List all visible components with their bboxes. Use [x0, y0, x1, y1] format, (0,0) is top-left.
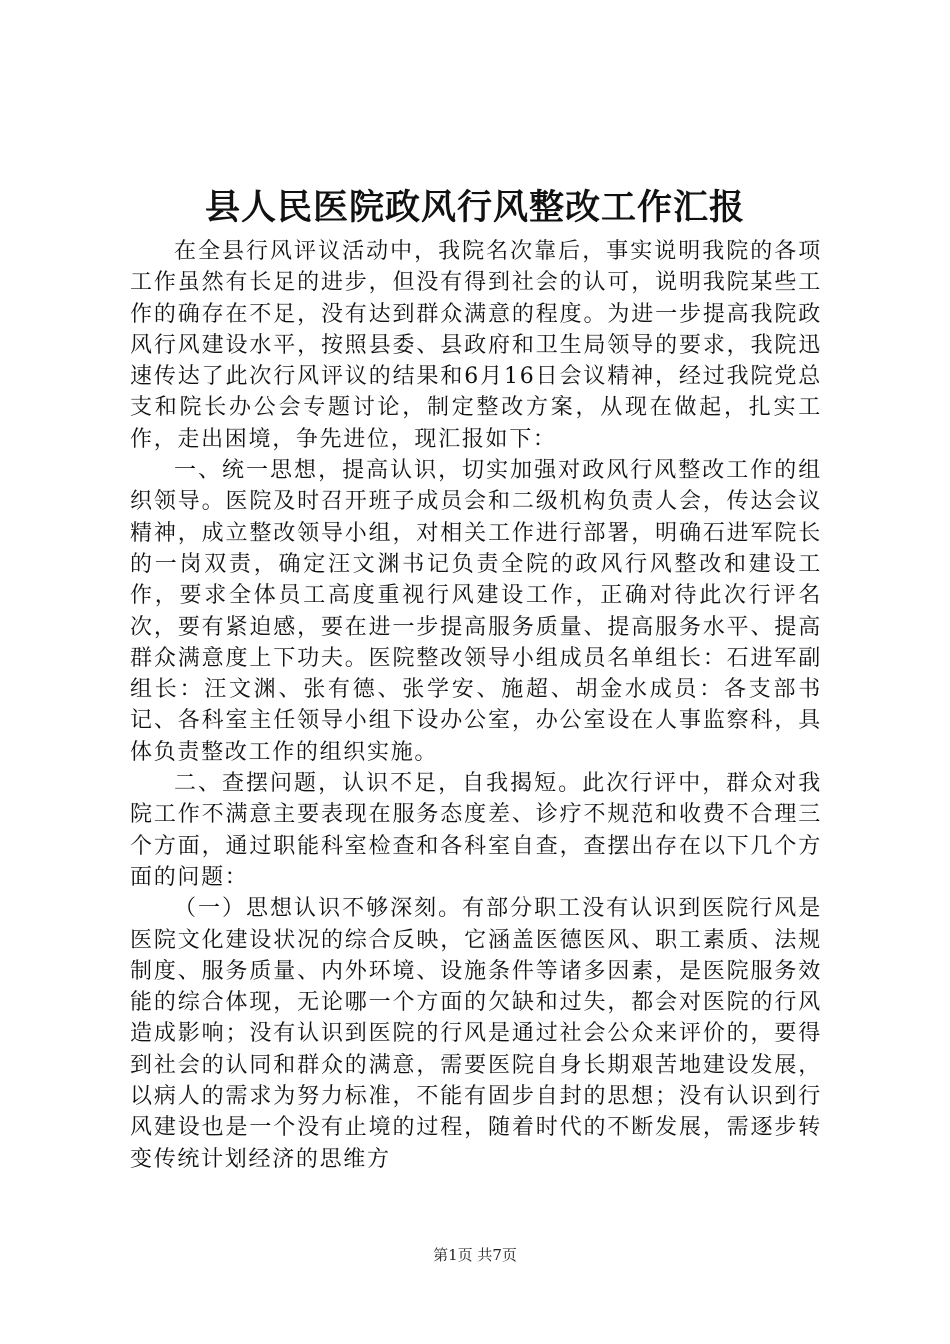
- paragraph-intro: 在全县行风评议活动中，我院名次靠后，事实说明我院的各项工作虽然有长足的进步，但没有得到社会的认可，说明我院某些工作的确存在不足，没有达到群众满意的程度。为进一步提高我院政风行风建设水平，按照县委、县政府和卫生局领导的要求，我院迅速传达了此次行风评议的结果和6月16日会议精神，经过我院党总支和院长办公会专题讨论，制定整改方案，从现在做起，扎实工作，走出困境，争先进位，现汇报如下：: [130, 239, 822, 452]
- paragraph-section-1: 一、统一思想，提高认识，切实加强对政风行风整改工作的组织领导。医院及时召开班子成员会和二级机构负责人会，传达会议精神，成立整改领导小组，对相关工作进行部署，明确石进军院长的一岗双责，确定汪文渊书记负责全院的政风行风整改和建设工作，要求全体员工高度重视行风建设工作，正确对待此次行评名次，要有紧迫感，要在进一步提高服务质量、提高服务水平、提高群众满意度上下功夫。医院整改领导小组成员名单组长：石进军副组长：汪文渊、张有德、张学安、施超、胡金水成员：各支部书记、各科室主任领导小组下设办公室，办公室设在人事监察科，具体负责整改工作的组织实施。: [130, 458, 822, 765]
- page-number-footer: 第1页 共7页: [433, 1246, 517, 1264]
- paragraph-section-2: 二、查摆问题，认识不足，自我揭短。此次行评中，群众对我院工作不满意主要表现在服务态度差、诊疗不规范和收费不合理三个方面，通过职能科室检查和各科室自查，查摆出存在以下几个方面的问题：: [130, 771, 822, 890]
- document-title: 县人民医院政风行风整改工作汇报: [204, 187, 745, 228]
- paragraph-subsection-1: （一）思想认识不够深刻。有部分职工没有认识到医院行风是医院文化建设状况的综合反映，它涵盖医德医风、职工素质、法规制度、服务质量、内外环境、设施条件等诸多因素，是医院服务效能的综合体现，无论哪一个方面的欠缺和过失，都会对医院的行风造成影响；没有认识到医院的行风是通过社会公众来评价的，要得到社会的认同和群众的满意，需要医院自身长期艰苦地建设发展，以病人的需求为努力标准，不能有固步自封的思想；没有认识到行风建设也是一个没有止境的过程，随着时代的不断发展，需逐步转变传统计划经济的思维方: [130, 896, 822, 1172]
- document-body: [130, 236, 822, 1175]
